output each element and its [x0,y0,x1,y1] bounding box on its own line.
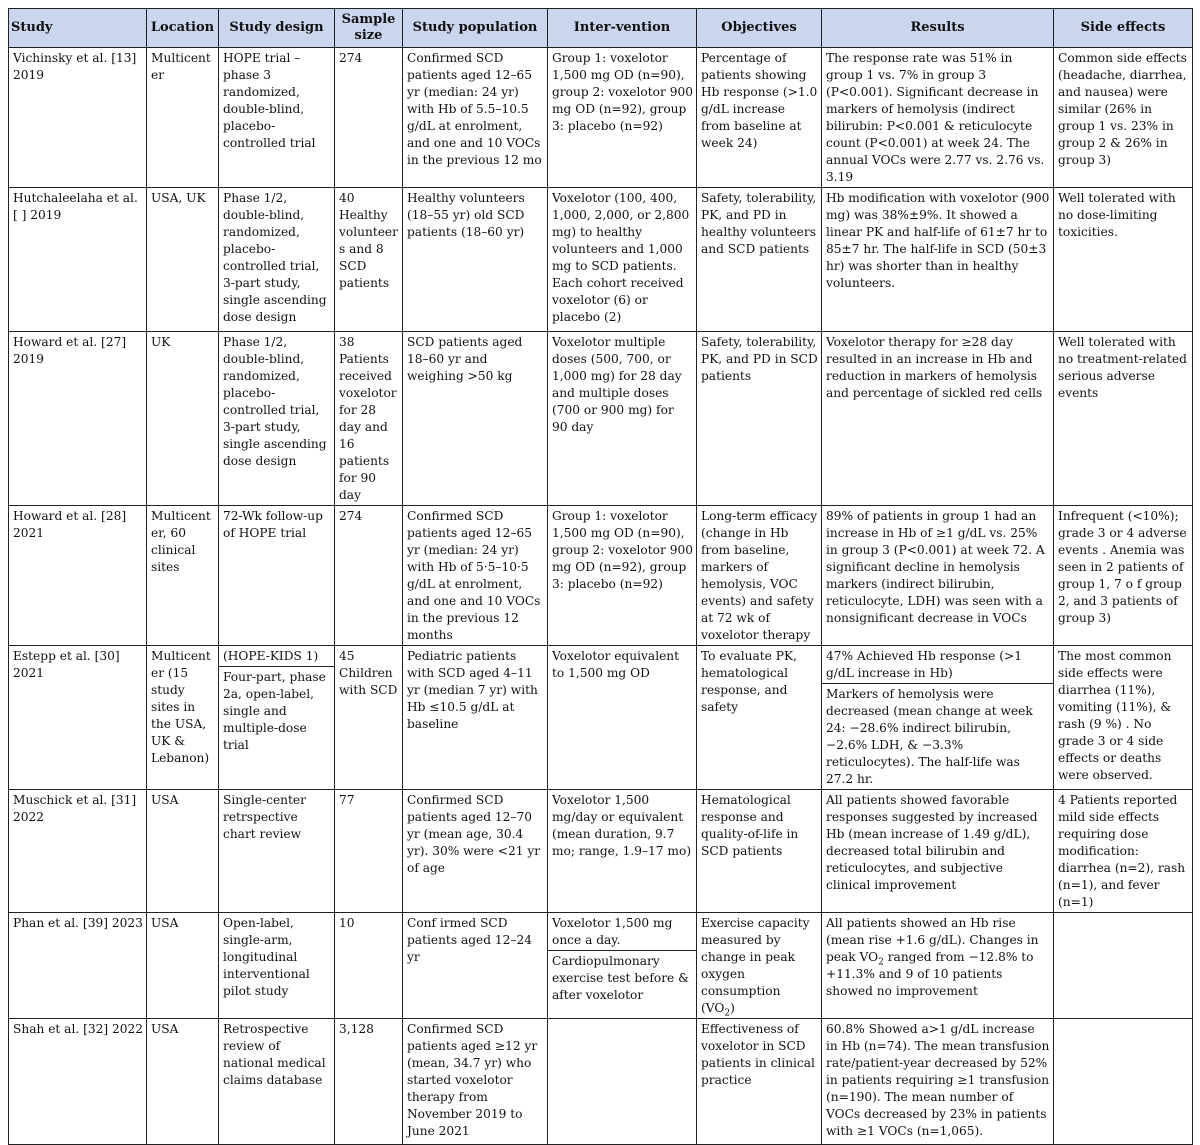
header-results: Results [822,9,1054,48]
cell-sample: 10 [335,913,403,1019]
cell-population: Confirmed SCD patients aged ≥12 yr (mean, 34.7 yr) who started voxelotor therapy from November 2019 to June 2021 [403,1019,548,1145]
cell-design-bottom: Four-part, phase 2a, open-label, single and multiple-dose trial [223,670,326,752]
cell-results: All patients showed favorable responses suggested by increased Hb (mean increase of 1.49 g/dL), decreased total bilirubin and reticulocytes, and subjective clinical improvement [822,790,1054,913]
header-intervention: Inter-vention [548,9,697,48]
cell-sample: 40 Healthy volunteers and 8 SCD patients [335,188,403,332]
objectives-text-end: ) [730,1001,735,1015]
cell-side-effects [1054,913,1193,1019]
cell-location: UK [147,332,219,506]
cell-design: 72-Wk follow-up of HOPE trial [219,506,335,646]
cell-results: Hb modification with voxelotor (900 mg) was 38%±9%. It showed a linear PK and half-life of 61±7 hr to 85±7 hr. The half-life in SCD (50±3 hr) was shorter than in healthy volunteers. [822,188,1054,332]
cell-location: USA [147,790,219,913]
table-row [9,332,1193,506]
cell-design: Single-center retrspective chart review [219,790,335,913]
cell-intervention: Voxelotor 1,500 mg/day or equivalent (mean duration, 9.7 mo; range, 1.9–17 mo) [548,790,697,913]
cell-design [219,646,335,790]
cell-results-top: 47% Achieved Hb response (>1 g/dL increase in Hb) [822,646,1053,684]
cell-study: Vichinsky et al. [13] 2019 [9,48,147,188]
header-objectives: Objectives [697,9,822,48]
table-row [9,913,1193,1019]
header-row [9,9,1193,48]
cell-design: Open-label, single-arm, longitudinal interventional pilot study [219,913,335,1019]
cell-population: Conf irmed SCD patients aged 12–24 yr [403,913,548,1019]
cell-objectives: Hematological response and quality-of-life in SCD patients [697,790,822,913]
cell-location: USA [147,913,219,1019]
cell-study: Shah et al. [32] 2022 [9,1019,147,1145]
cell-results: The response rate was 51% in group 1 vs. 7% in group 3 (P<0.001). Significant decrease in markers of hemolysis (indirect bilirubin: P<0.001 & reticulocyte count (P<0.001) at week 24. The annual VOCs were 2.77 vs. 2.76 vs. 3.19 [822,48,1054,188]
cell-side-effects: Well tolerated with no treatment-related serious adverse events [1054,332,1193,506]
study-table [8,8,1193,1145]
cell-sample: 3,128 [335,1019,403,1145]
cell-objectives [697,913,822,1019]
cell-side-effects: Well tolerated with no dose-limiting toxicities. [1054,188,1193,332]
cell-location: USA, UK [147,188,219,332]
cell-results [822,646,1054,790]
cell-intervention: Group 1: voxelotor 1,500 mg OD (n=90), group 2: voxelotor 900 mg OD (n=92), group 3: placebo (n=92) [548,506,697,646]
header-study: Study [9,9,147,48]
cell-results: 89% of patients in group 1 had an increase in Hb of ≥1 g/dL vs. 25% in group 3 (P<0.001) at week 72. A significant decline in hemolysis markers (indirect bilirubin, reticulocyte, LDH) was seen with a nonsignificant decrease in VOCs [822,506,1054,646]
cell-intervention [548,913,697,1019]
cell-sample: 274 [335,506,403,646]
cell-design: Retrospective review of national medical claims database [219,1019,335,1145]
cell-side-effects: Common side effects (headache, diarrhea, and nausea) were similar (26% in group 1 vs. 23% in group 2 & 26% in group 3) [1054,48,1193,188]
cell-location: Multicenter (15 study sites in the USA, UK & Lebanon) [147,646,219,790]
cell-objectives: Safety, tolerability, PK, and PD in healthy volunteers and SCD patients [697,188,822,332]
header-design: Study design [219,9,335,48]
header-side-effects: Side effects [1054,9,1193,48]
cell-results: Voxelotor therapy for ≥28 day resulted in an increase in Hb and reduction in markers of hemolysis and percentage of sickled red cells [822,332,1054,506]
cell-study: Estepp et al. [30] 2021 [9,646,147,790]
cell-study: Phan et al. [39] 2023 [9,913,147,1019]
table-row [9,48,1193,188]
cell-population: Confirmed SCD patients aged 12–65 yr (median: 24 yr) with Hb of 5.5–10.5 g/dL at enrolment, and one and 10 VOCs in the previous 12 mo [403,48,548,188]
cell-sample: 77 [335,790,403,913]
cell-population: Pediatric patients with SCD aged 4–11 yr (median 7 yr) with Hb ≤10.5 g/dL at baseline [403,646,548,790]
cell-intervention-bottom: Cardiopulmonary exercise test before & after voxelotor [552,954,689,1002]
results-text: All patients showed an Hb rise (mean rise +1.6 g/dL). Changes in peak VO [826,916,1039,964]
table-row [9,790,1193,913]
cell-side-effects [1054,1019,1193,1145]
cell-population: Confirmed SCD patients aged 12–70 yr (mean age, 30.4 yr). 30% were <21 yr of age [403,790,548,913]
cell-objectives: Effectiveness of voxelotor in SCD patients in clinical practice [697,1019,822,1145]
cell-results-bottom: Markers of hemolysis were decreased (mean change at week 24: −28.6% indirect bilirubin, −2.6% LDH, & −3.3% reticulocytes). The half-life was 27.2 hr. [826,687,1033,786]
table-row [9,1019,1193,1145]
cell-side-effects: The most common side effects were diarrhea (11%), vomiting (11%), & rash (9 %) . No grade 3 or 4 side effects or deaths were observed. [1054,646,1193,790]
table-row [9,188,1193,332]
cell-intervention-top: Voxelotor 1,500 mg once a day. [548,913,696,951]
header-location: Location [147,9,219,48]
objectives-text: Exercise capacity measured by change in peak oxygen consumption (VO [701,916,810,1015]
cell-sample: 274 [335,48,403,188]
cell-sample: 45 Children with SCD [335,646,403,790]
cell-intervention: Voxelotor multiple doses (500, 700, or 1,000 mg) for 28 day and multiple doses (700 or 900 mg) for 90 day [548,332,697,506]
cell-results: 60.8% Showed a>1 g/dL increase in Hb (n=74). The mean transfusion rate/patient-year decreased by 52% in patients requiring ≥1 transfusion (n=190). The mean number of VOCs decreased by 23% in patients with ≥1 VOCs (n=1,065). [822,1019,1054,1145]
cell-objectives: Percentage of patients showing Hb response (>1.0 g/dL increase from baseline at week 24) [697,48,822,188]
cell-design: Phase 1/2, double-blind, randomized, placebo-controlled trial, 3-part study, single ascending dose design [219,188,335,332]
table-row [9,646,1193,790]
cell-study: Howard et al. [27] 2019 [9,332,147,506]
cell-design: Phase 1/2, double-blind, randomized, placebo-controlled trial, 3-part study, single ascending dose design [219,332,335,506]
cell-intervention: Group 1: voxelotor 1,500 mg OD (n=90), group 2: voxelotor 900 mg OD (n=92), group 3: placebo (n=92) [548,48,697,188]
cell-population: SCD patients aged 18–60 yr and weighing >50 kg [403,332,548,506]
cell-intervention: Voxelotor equivalent to 1,500 mg OD [548,646,697,790]
header-population: Study population [403,9,548,48]
cell-location: USA [147,1019,219,1145]
cell-intervention: Voxelotor (100, 400, 1,000, 2,000, or 2,800 mg) to healthy volunteers and 1,000 mg to SCD patients. Each cohort received voxelotor (6) or placebo (2) [548,188,697,332]
cell-study: Hutchaleelaha et al. [ ] 2019 [9,188,147,332]
cell-sample: 38 Patients received voxelotor for 28 day and 16 patients for 90 day [335,332,403,506]
objectives-subscript: 2 [724,1008,731,1019]
results-text-end: ranged from −12.8% to +11.3% and 9 of 10 patients showed no improvement [826,950,1034,998]
cell-population: Confirmed SCD patients aged 12–65 yr (median: 24 yr) with Hb of 5·5–10·5 g/dL at enrolment, and one and 10 VOCs in the previous 12 months [403,506,548,646]
cell-location: Multicenter [147,48,219,188]
cell-objectives: Safety, tolerability, PK, and PD in SCD patients [697,332,822,506]
cell-objectives: To evaluate PK, hematological response, and safety [697,646,822,790]
table-row [9,506,1193,646]
cell-design-top: (HOPE-KIDS 1) [219,646,334,667]
cell-study: Howard et al. [28] 2021 [9,506,147,646]
cell-objectives: Long-term efficacy (change in Hb from baseline, markers of hemolysis, VOC events) and safety at 72 wk of voxelotor therapy [697,506,822,646]
header-sample: Sample size [335,9,403,48]
cell-study: Muschick et al. [31] 2022 [9,790,147,913]
cell-population: Healthy volunteers (18–55 yr) old SCD patients (18–60 yr) [403,188,548,332]
results-subscript: 2 [878,957,884,968]
cell-side-effects: Infrequent (<10%); grade 3 or 4 adverse events . Anemia was seen in 2 patients of group 1, 7 o f group 2, and 3 patients of group 3) [1054,506,1193,646]
cell-design: HOPE trial – phase 3 randomized, double-blind, placebo-controlled trial [219,48,335,188]
cell-location: Multicenter, 60 clinical sites [147,506,219,646]
cell-results [822,913,1054,1019]
cell-intervention [548,1019,697,1145]
cell-side-effects: 4 Patients reported mild side effects requiring dose modification: diarrhea (n=2), rash (n=1), and fever (n=1) [1054,790,1193,913]
